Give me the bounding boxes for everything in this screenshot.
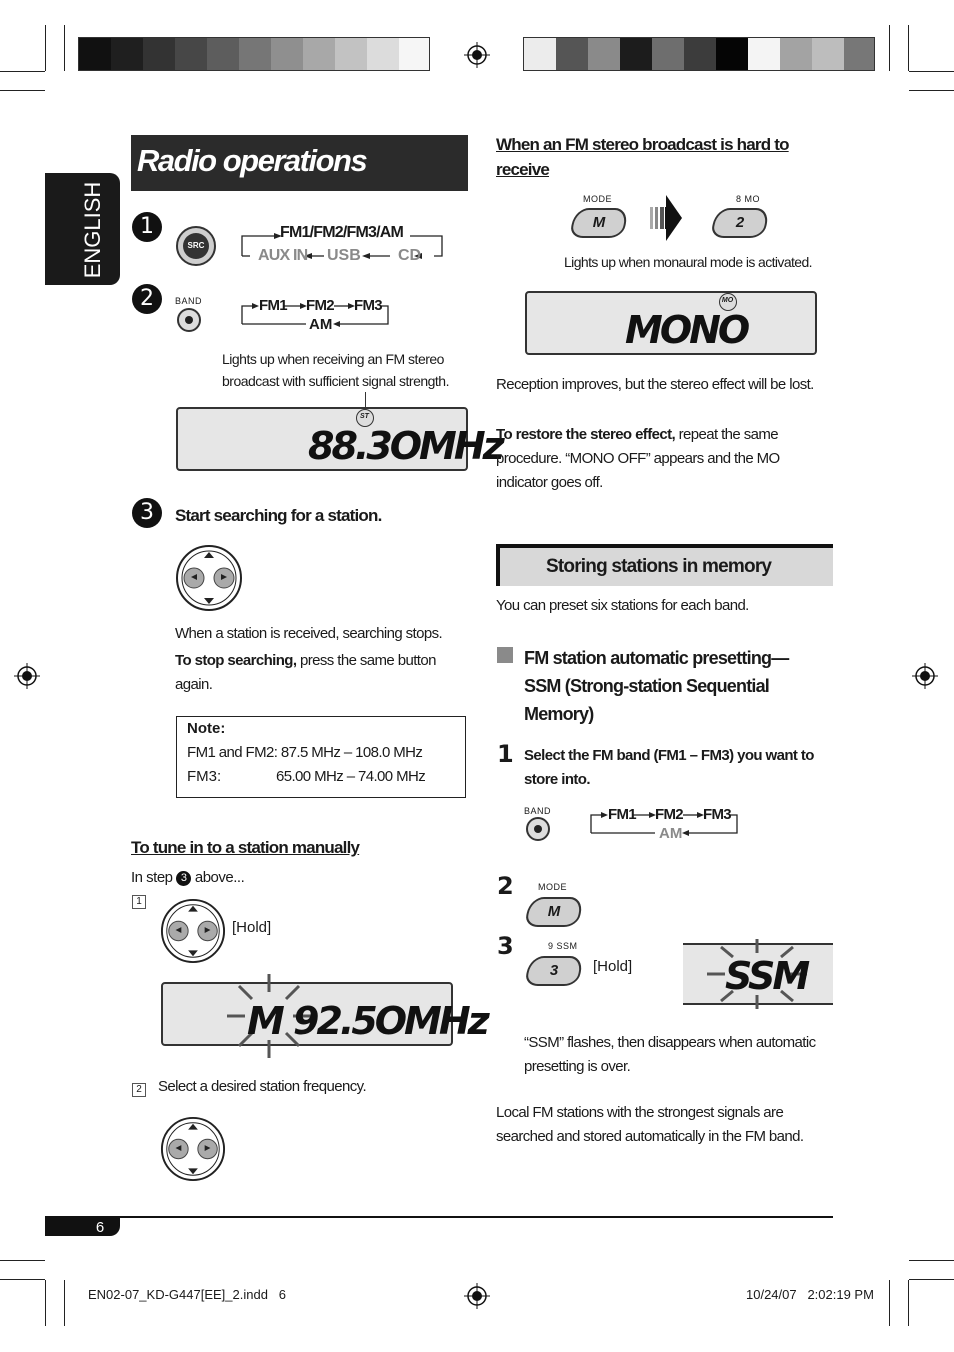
- crop-mark: [64, 1280, 65, 1326]
- note-line1: FM1 and FM2: 87.5 MHz – 108.0 MHz: [187, 744, 423, 761]
- mo-indicator: MO: [719, 293, 737, 311]
- memory-indicator: M: [247, 999, 282, 1043]
- preset-label: 8 MO: [736, 194, 761, 204]
- start-search-text: Start searching for a station.: [175, 506, 382, 525]
- step-number: 2: [497, 872, 514, 900]
- ssm-caption: “SSM” flashes, then disappears when automatic presetting is over.: [524, 1034, 816, 1075]
- crop-mark: [45, 25, 46, 71]
- crop-mark: [908, 1280, 909, 1326]
- ssm-button[interactable]: 3: [524, 956, 584, 986]
- title-bar: [131, 135, 468, 191]
- st-indicator: ST: [356, 409, 374, 427]
- note-heading: Note:: [187, 720, 226, 737]
- storing-heading: Storing stations in memory: [546, 556, 772, 577]
- restore-bold: To restore the stereo effect,: [496, 426, 676, 443]
- step-number: 1: [497, 740, 514, 768]
- mode-label: MODE: [583, 194, 612, 204]
- crop-mark: [45, 1280, 46, 1326]
- seek-control[interactable]: [175, 544, 243, 612]
- seek-control[interactable]: [160, 1116, 226, 1182]
- ssm-label: 9 SSM: [548, 941, 578, 951]
- storing-intro: You can preset six stations for each band.: [496, 597, 749, 614]
- footer-rule: [45, 1216, 833, 1218]
- mono-heading: When an FM stereo broadcast is hard to receive: [496, 135, 789, 179]
- band-am: AM: [309, 316, 333, 333]
- ssm-lcd: [683, 943, 833, 1005]
- crop-mark: [908, 25, 909, 71]
- lcd-display: [161, 982, 487, 1046]
- crop-mark: [889, 25, 890, 71]
- src-label: SRC: [187, 241, 205, 250]
- lcd-display: [176, 407, 502, 471]
- crop-mark: [909, 1279, 954, 1280]
- language-tab-label: ENGLISH: [80, 181, 105, 279]
- cycle-cd: CD: [398, 247, 422, 264]
- in-step-text: In step 3 above...: [131, 869, 245, 886]
- substep-box-1: 1: [132, 895, 146, 909]
- mono-caption: Lights up when monaural mode is activated.: [564, 254, 812, 270]
- registration-target-icon: [912, 663, 938, 689]
- src-button[interactable]: [176, 226, 216, 266]
- lcd-display: [525, 291, 817, 355]
- crop-mark: [0, 90, 45, 91]
- grayscale-bar-right: [523, 37, 875, 71]
- search-stop-text: When a station is received, searching stops.: [175, 625, 443, 642]
- mode-label: MODE: [538, 882, 567, 892]
- crop-mark: [64, 25, 65, 71]
- arrow-icon: [648, 193, 684, 243]
- mode-button[interactable]: M: [569, 208, 629, 238]
- select-frequency-text: Select a desired station frequency.: [158, 1078, 367, 1095]
- step-number: 3: [497, 932, 514, 960]
- footer-date: 10/24/07 2:02:19 PM: [746, 1287, 874, 1302]
- seek-control[interactable]: [160, 898, 226, 964]
- sub-heading-marker: [497, 647, 513, 663]
- step-number: 2: [132, 284, 162, 314]
- improves-text: Reception improves, but the stereo effect will be lost.: [496, 376, 814, 393]
- band-fm2: FM2: [655, 806, 683, 823]
- page-number-tab: [45, 1218, 120, 1236]
- storing-heading-bar: [496, 544, 833, 586]
- mode-button[interactable]: M: [524, 897, 584, 927]
- restore-text: [496, 423, 832, 495]
- band-label: BAND: [524, 806, 552, 816]
- band-am: AM: [659, 825, 683, 842]
- substep-box-2: 2: [132, 1083, 146, 1097]
- band-button[interactable]: [526, 817, 550, 841]
- hold-label: [Hold]: [593, 958, 633, 975]
- ssm-display: SSM: [725, 954, 808, 998]
- crop-mark: [0, 71, 45, 72]
- frequency-display: 92.5OMHz: [293, 999, 487, 1043]
- note-line2-range: 65.00 MHz – 74.00 MHz: [276, 768, 426, 785]
- manual-heading: To tune in to a station manually: [131, 838, 360, 857]
- band-fm3: FM3: [354, 297, 382, 314]
- footer-file: EN02-07_KD-G447[EE]_2.indd 6: [88, 1287, 287, 1302]
- note-box: [176, 716, 466, 798]
- restore-rest: repeat the same procedure. “MONO OFF” appears and the MO indicator goes off.: [496, 426, 780, 491]
- preset-button[interactable]: 2: [710, 208, 770, 238]
- stop-bold: To stop searching,: [175, 652, 297, 669]
- cycle-usb: USB: [327, 247, 361, 264]
- step-number: 3: [132, 498, 162, 528]
- ssm-sub-heading: FM station automatic presetting— SSM (Strong-station Sequential Memory): [524, 648, 789, 724]
- crop-mark: [909, 1260, 954, 1261]
- note-line2-band: FM3:: [187, 768, 222, 785]
- cycle-aux-in: AUX IN: [258, 247, 308, 264]
- band-fm3: FM3: [703, 806, 731, 823]
- stereo-caption: Lights up when receiving an FM stereo broadcast with sufficient signal strength.: [222, 351, 449, 389]
- crop-mark: [909, 71, 954, 72]
- band-fm2: FM2: [306, 297, 334, 314]
- crop-mark: [0, 1260, 45, 1261]
- step-ref-badge: 3: [176, 871, 191, 886]
- hold-label: [Hold]: [232, 919, 272, 936]
- crop-mark: [909, 90, 954, 91]
- cycle-fm-am: FM1/FM2/FM3/AM: [280, 224, 404, 241]
- language-tab: [45, 173, 120, 285]
- crop-mark: [889, 1280, 890, 1326]
- band-button[interactable]: [177, 308, 201, 332]
- frequency-display: 88.3OMHz: [308, 424, 502, 468]
- band-fm1: FM1: [608, 806, 636, 823]
- stop-rest: press the same button again.: [175, 652, 436, 693]
- band-fm1: FM1: [259, 297, 287, 314]
- grayscale-bar-left: [78, 37, 430, 71]
- mono-display: MONO: [625, 308, 748, 352]
- registration-target-icon: [464, 42, 490, 68]
- registration-target-icon: [14, 663, 40, 689]
- step-number: 1: [132, 212, 162, 242]
- stop-search-text: [175, 649, 455, 697]
- page-title: Radio operations: [137, 143, 367, 178]
- band-label: BAND: [175, 296, 203, 306]
- page-number: 6: [95, 1219, 105, 1236]
- local-stations-text: Local FM stations with the strongest signals are searched and stored automatically in the FM band.: [496, 1104, 804, 1145]
- crop-mark: [0, 1279, 45, 1280]
- step1-text: Select the FM band (FM1 – FM3) you want to store into.: [524, 747, 814, 788]
- registration-target-icon: [464, 1283, 490, 1309]
